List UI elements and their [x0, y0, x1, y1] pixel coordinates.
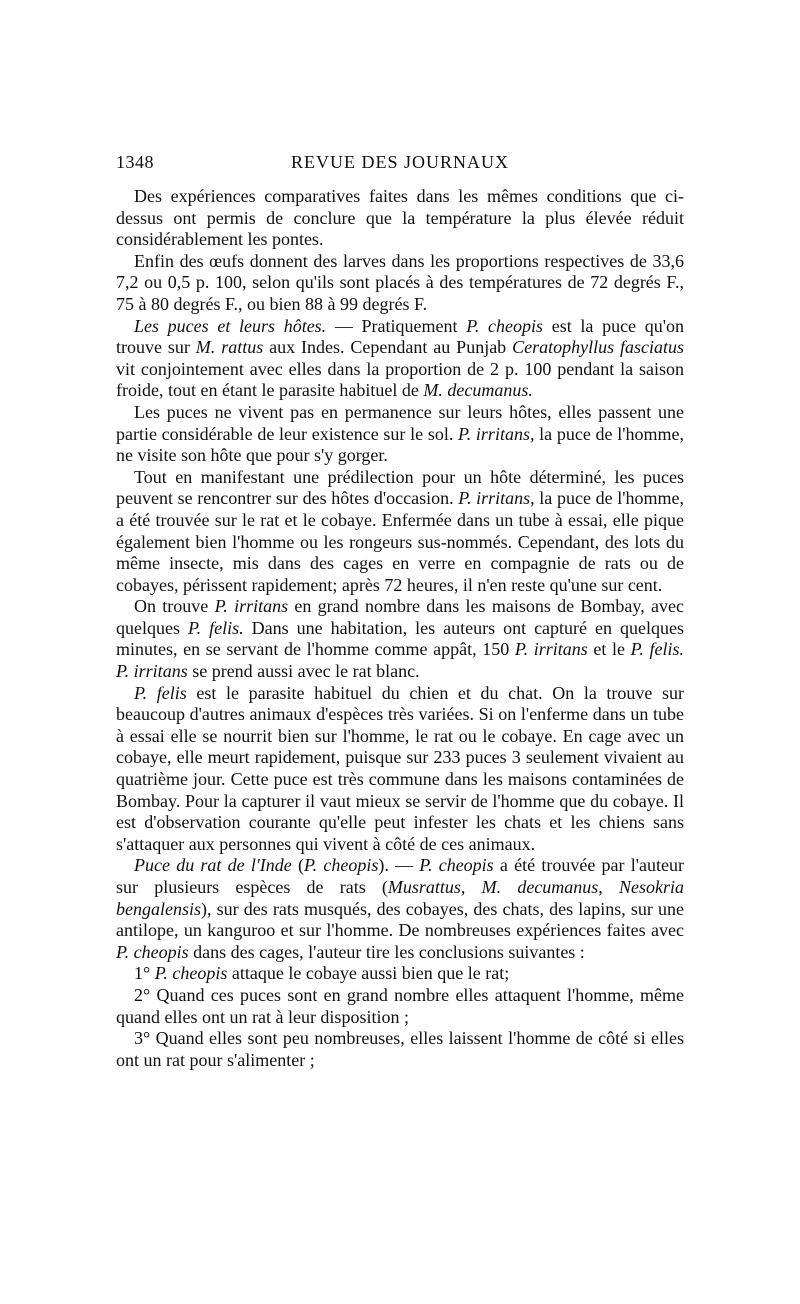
paragraph — [116, 963, 684, 985]
text-run: Enfin des œufs donnent des larves dans les proportions respectives de 33,6 7,2 ou 0,5 p. 100, selon qu'ils sont placés à des températures de 72 degrés F., 75 à 80 degrés F., ou bien 88 à 99 degrés F. — [116, 250, 684, 314]
text-run: la puce de l'homme, a été trouvée sur le rat et le cobaye. Enfermée dans un tube à essai, elle pique également bien l'homme ou les rongeurs sus-nommés. Cependant, des lots du même insecte, mis dans des cages en verre en compagnie de rats ou de cobayes, périssent rapidement; après 72 heures, il n'en reste qu'une sur cent. — [116, 488, 684, 595]
text-run: 3° Quand elles sont peu nombreuses, elles laissent l'homme de côté si elles ont un rat pour s'alimenter ; — [116, 1028, 684, 1070]
italic-run: P. cheopis — [154, 963, 228, 984]
paragraph — [116, 855, 684, 963]
italic-run: M. decumanus. — [423, 380, 533, 401]
italic-run: P. felis. P. irritans — [116, 639, 684, 682]
italic-run: Les puces et leurs hôtes. — [134, 315, 327, 336]
italic-run: P. cheopis — [466, 315, 544, 336]
paragraph — [116, 985, 684, 1028]
italic-run: P. felis — [134, 682, 187, 703]
italic-run: P. cheopis — [303, 855, 379, 876]
paragraph — [116, 402, 684, 467]
text-run: — Pratiquement — [326, 315, 467, 336]
text-run: attaque le cobaye aussi bien que le rat; — [227, 963, 510, 984]
text-run: est la puce qu'on trouve sur — [116, 315, 684, 358]
text-run: 2° Quand ces puces sont en grand nombre elles attaquent l'homme, même quand elles ont un rat à leur disposition ; — [116, 984, 684, 1027]
text-run: vit conjointement avec elles dans la proportion de 2 p. 100 pendant la saison froide, tout en étant le parasite habituel de — [116, 358, 684, 401]
text-run: 1° — [134, 963, 155, 984]
paragraph — [116, 683, 684, 856]
text-run: ), sur des rats musqués, des cobayes, des chats, des lapins, sur une antilope, un kanguroo et sur l'homme. De nombreuses expériences faites avec — [116, 898, 684, 941]
italic-run: P. cheopis — [116, 941, 189, 962]
text-run: Des expériences comparatives faites dans les mêmes conditions que ci-dessus ont permis de conclure que la température la plus élevée réduit considérablement les pontes. — [116, 186, 684, 250]
text-run: dans des cages, l'auteur tire les conclusions suivantes : — [188, 941, 585, 962]
text-run: Les puces ne vivent pas en permanence sur leurs hôtes, elles passent une partie considérable de leur existence sur le sol. — [116, 401, 684, 444]
text-run: en grand nombre dans les maisons de Bombay, avec quelques — [116, 596, 685, 638]
italic-run: P. irritans — [214, 596, 289, 617]
italic-run: Ceratophyllus fasciatus — [512, 337, 684, 358]
italic-run: P. cheopis — [419, 855, 494, 876]
italic-run: P. irritans, — [458, 423, 535, 444]
italic-run: Puce du rat de l'Inde — [134, 855, 292, 876]
text-run: la puce de l'homme, ne visite son hôte que pour s'y gorger. — [116, 423, 684, 466]
italic-run: P. felis. — [187, 617, 244, 638]
italic-run: M. rattus — [195, 337, 264, 358]
page-number: 1348 — [116, 152, 154, 172]
paragraph — [116, 1028, 684, 1071]
text-run: On trouve — [134, 596, 215, 617]
text-run: a été trouvée par l'auteur sur plusieurs espèces de rats ( — [116, 855, 684, 897]
text-run: ( — [291, 855, 304, 876]
paragraph — [116, 467, 684, 597]
text-run: Tout en manifestant une prédilection pour un hôte déterminé, les puces peuvent se rencontrer sur des hôtes d'occasion. — [116, 466, 684, 509]
paragraph — [116, 186, 684, 251]
italic-run: P. irritans, — [458, 488, 535, 509]
page-header — [116, 152, 684, 176]
text-run: aux Indes. Cependant au Punjab — [263, 337, 513, 358]
body-text — [116, 186, 684, 1071]
text-run: et le — [587, 639, 631, 660]
text-run: est le parasite habituel du chien et du chat. On la trouve sur beaucoup d'autres animaux d'espèces très variées. Si on l'enferme dans un tube à essai elle se nourrit bien sur l'homme, le rat ou le cobaye. En cage avec un cobaye, elle meurt rapidement, puisque sur 233 puces 3 seulement vivaient au quatrième jour. Cette puce est très commune dans les maisons contaminées de Bombay. Pour la capturer il vaut mieux se servir de l'homme que du cobaye. Il est d'observation courante qu'elle peut infester les chats et les chiens sans s'attaquer aux personnes qui vivent à côté de ces animaux. — [116, 682, 685, 854]
italic-run: P. irritans — [514, 639, 588, 660]
running-head: REVUE DES JOURNAUX — [290, 152, 509, 172]
italic-run: Musrattus, M. decumanus, Nesokria bengalensis — [116, 877, 684, 919]
paragraph — [116, 251, 684, 316]
text-run: ). — — [378, 855, 420, 876]
text-run: se prend aussi avec le rat blanc. — [187, 661, 420, 682]
paragraph — [116, 316, 684, 402]
text-run: Dans une habitation, les auteurs ont capturé en quelques minutes, en se servant de l'homme comme appât, 150 — [116, 617, 684, 660]
paragraph — [116, 596, 684, 682]
